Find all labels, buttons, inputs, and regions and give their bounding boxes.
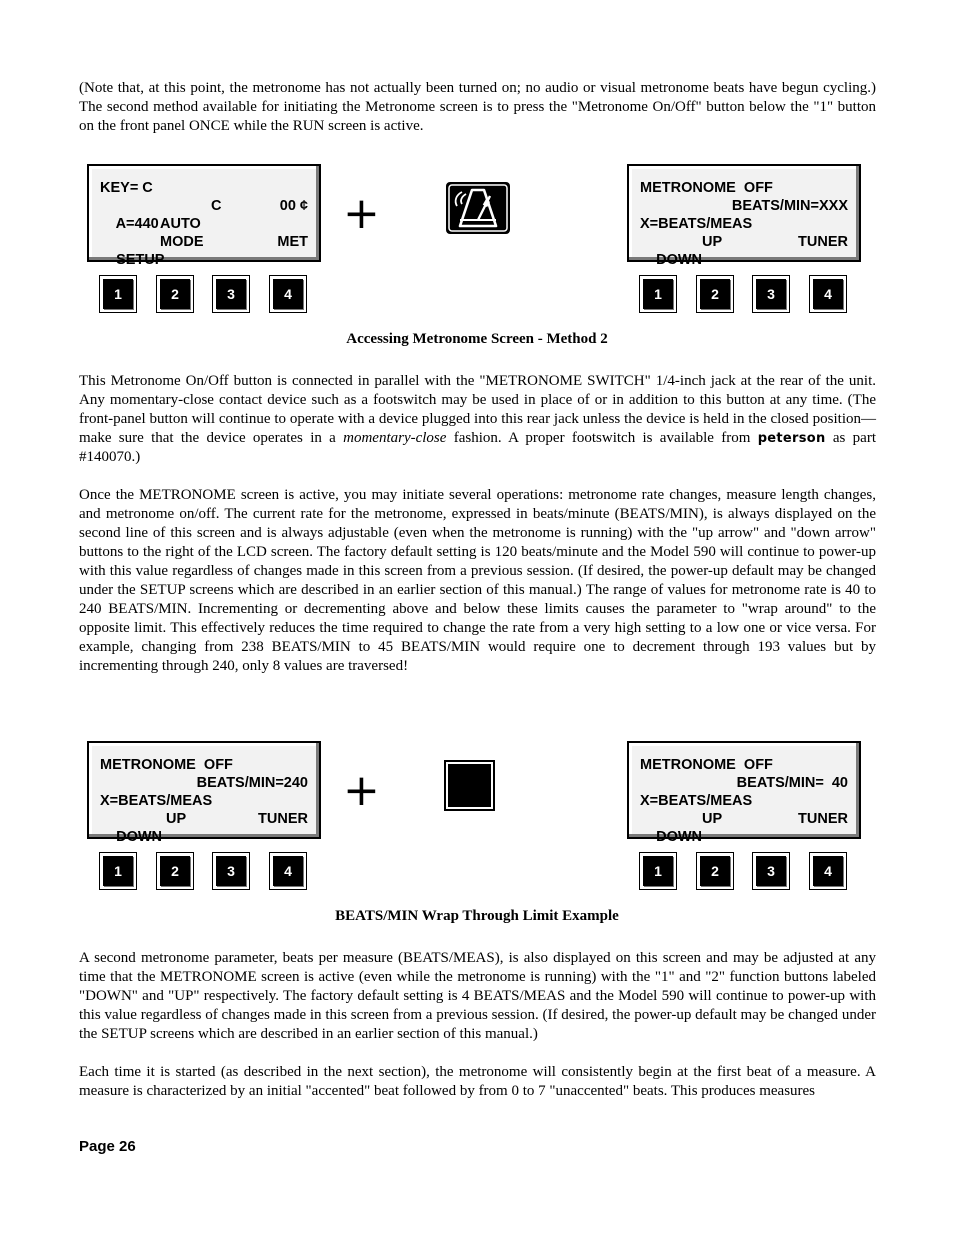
- wrap-right-lcd: [627, 741, 861, 845]
- metronome-icon: [446, 182, 510, 234]
- lcd-title-text: METRONOME OFF: [640, 180, 773, 196]
- measure-paragraph: Each time it is started (as described in the next section), the metronome will consistently begin at the first beat of a measure. A measure is characterized by an initial "accented" beat followed by from 0 to 7 "unaccented" beats. This produces measures: [79, 1064, 876, 1099]
- run-screen-lcd: [87, 164, 321, 268]
- function-key-1[interactable]: 1: [639, 275, 677, 313]
- function-key-2[interactable]: 2: [696, 852, 734, 890]
- metronome-screen-lcd: [627, 164, 861, 268]
- lcd-up-label: UP: [166, 811, 187, 827]
- figure-1-caption: Accessing Metronome Screen - Method 2: [346, 331, 608, 347]
- lcd-mode-text: AUTO: [160, 216, 201, 232]
- beats-meas-paragraph: A second metronome parameter, beats per measure (BEATS/MEAS), is also displayed on this screen and may be adjusted at any time that the METRONOME screen is active (even while the metronome is running) with the "1" and "2" function buttons labeled "DOWN" and "UP" respectively. The factory default setting is 4 BEATS/MEAS and the Model 590 will continue to power-up with this value regardless of changes made in this screen from a previous session. (If desired, the power-up default may be changed under the SETUP screens which are described in an earlier section of this manual.): [79, 950, 876, 1042]
- lcd-beats-meas-text: X=BEATS/MEAS: [640, 793, 753, 809]
- lcd-mode-label: MODE: [160, 234, 204, 250]
- lcd-tuner-label: TUNER: [258, 811, 308, 827]
- function-key-4[interactable]: 4: [809, 275, 847, 313]
- function-key-1[interactable]: 1: [639, 852, 677, 890]
- function-key-1[interactable]: 1: [99, 852, 137, 890]
- lcd-cents-text: 00 ¢: [279, 198, 308, 214]
- up-arrow-button[interactable]: [444, 760, 495, 811]
- switch-paragraph: This Metronome On/Off button is connected in parallel with the "METRONOME SWITCH" 1/4-inch jack at the rear of the unit. Any momentary-close contact device such as a footswitch may be used in place of or in addition to this button at any time. (The front-panel button will continue to operate with a device plugged into this rear jack unless the device is held in the closed position—make sure that the device operates in a momentary-close fashion. A proper footswitch is available from peterson as part #140070.): [79, 373, 876, 465]
- lcd-key-text: KEY= C: [100, 180, 153, 196]
- function-key-3[interactable]: 3: [212, 852, 250, 890]
- function-key-3[interactable]: 3: [212, 275, 250, 313]
- figure-2-caption: BEATS/MIN Wrap Through Limit Example: [335, 908, 619, 924]
- peterson-brand: peterson: [757, 431, 826, 446]
- lcd-a440-text: A=440: [115, 216, 159, 232]
- rate-paragraph: Once the METRONOME screen is active, you may initiate several operations: metronome rate changes, measure length changes, and metronome on/off. The current rate for the metronome, expressed in beats/minute (BEATS/MIN), is always displayed on the second line of this screen and is always adjustable (even when the metronome is running) with the "up arrow" and "down arrow" buttons to the right of the LCD screen. The factory default setting is 120 beats/minute and the Model 590 will continue to power-up with this value regardless of changes made in this screen from a previous session. (If desired, the power-up default may be changed under the SETUP screens which are described in an earlier section of this manual.) The range of values for metronome rate is 40 to 240 BEATS/MIN. Incrementing or decrementing above and below these limits causes the parameter to "wrap around" to the opposite limit. This effectively reduces the time required to change the rate from a very high setting to a low one or vice versa. For example, changing from 238 BEATS/MIN to 45 BEATS/MIN would require one to decrement through 193 values but by incrementing through 240, only 8 values are traversed!: [79, 487, 876, 674]
- function-key-2[interactable]: 2: [696, 275, 734, 313]
- lcd-down-label: DOWN: [656, 829, 703, 845]
- lcd-beats-min-text: BEATS/MIN= 40: [736, 775, 848, 791]
- lcd-met-label: MET: [277, 234, 308, 250]
- plus-sign: +: [343, 188, 380, 239]
- intro-paragraph: (Note that, at this point, the metronome has not actually been turned on; no audio or visual metronome beats have begun cycling.) The second method available for initiating the Metronome screen is to press the "Metronome On/Off" button below the "1" button on the front panel ONCE while the RUN screen is active.: [79, 80, 876, 134]
- lcd-up-label: UP: [702, 811, 723, 827]
- function-key-2[interactable]: 2: [156, 852, 194, 890]
- plus-sign: +: [343, 765, 380, 816]
- lcd-up-label: UP: [702, 234, 723, 250]
- metronome-on-off-button[interactable]: [446, 182, 510, 234]
- function-key-2[interactable]: 2: [156, 275, 194, 313]
- wrap-left-lcd: [87, 741, 321, 845]
- lcd-beats-meas-text: X=BEATS/MEAS: [640, 216, 753, 232]
- lcd-tuner-label: TUNER: [798, 811, 848, 827]
- lcd-down-label: DOWN: [116, 829, 163, 845]
- function-key-3[interactable]: 3: [752, 852, 790, 890]
- lcd-title-text: METRONOME OFF: [640, 757, 773, 773]
- lcd-tuner-label: TUNER: [798, 234, 848, 250]
- lcd-beats-meas-text: X=BEATS/MEAS: [100, 793, 213, 809]
- lcd-down-label: DOWN: [656, 252, 703, 268]
- function-key-4[interactable]: 4: [269, 852, 307, 890]
- lcd-title-text: METRONOME OFF: [100, 757, 233, 773]
- lcd-beats-min-text: BEATS/MIN=240: [196, 775, 308, 791]
- lcd-setup-label: SETUP: [116, 252, 165, 268]
- function-key-4[interactable]: 4: [269, 275, 307, 313]
- page-number: Page 26: [79, 1138, 136, 1155]
- lcd-note-text: C: [211, 198, 222, 214]
- lcd-beats-min-text: BEATS/MIN=XXX: [731, 198, 848, 214]
- function-key-1[interactable]: 1: [99, 275, 137, 313]
- function-key-4[interactable]: 4: [809, 852, 847, 890]
- function-key-3[interactable]: 3: [752, 275, 790, 313]
